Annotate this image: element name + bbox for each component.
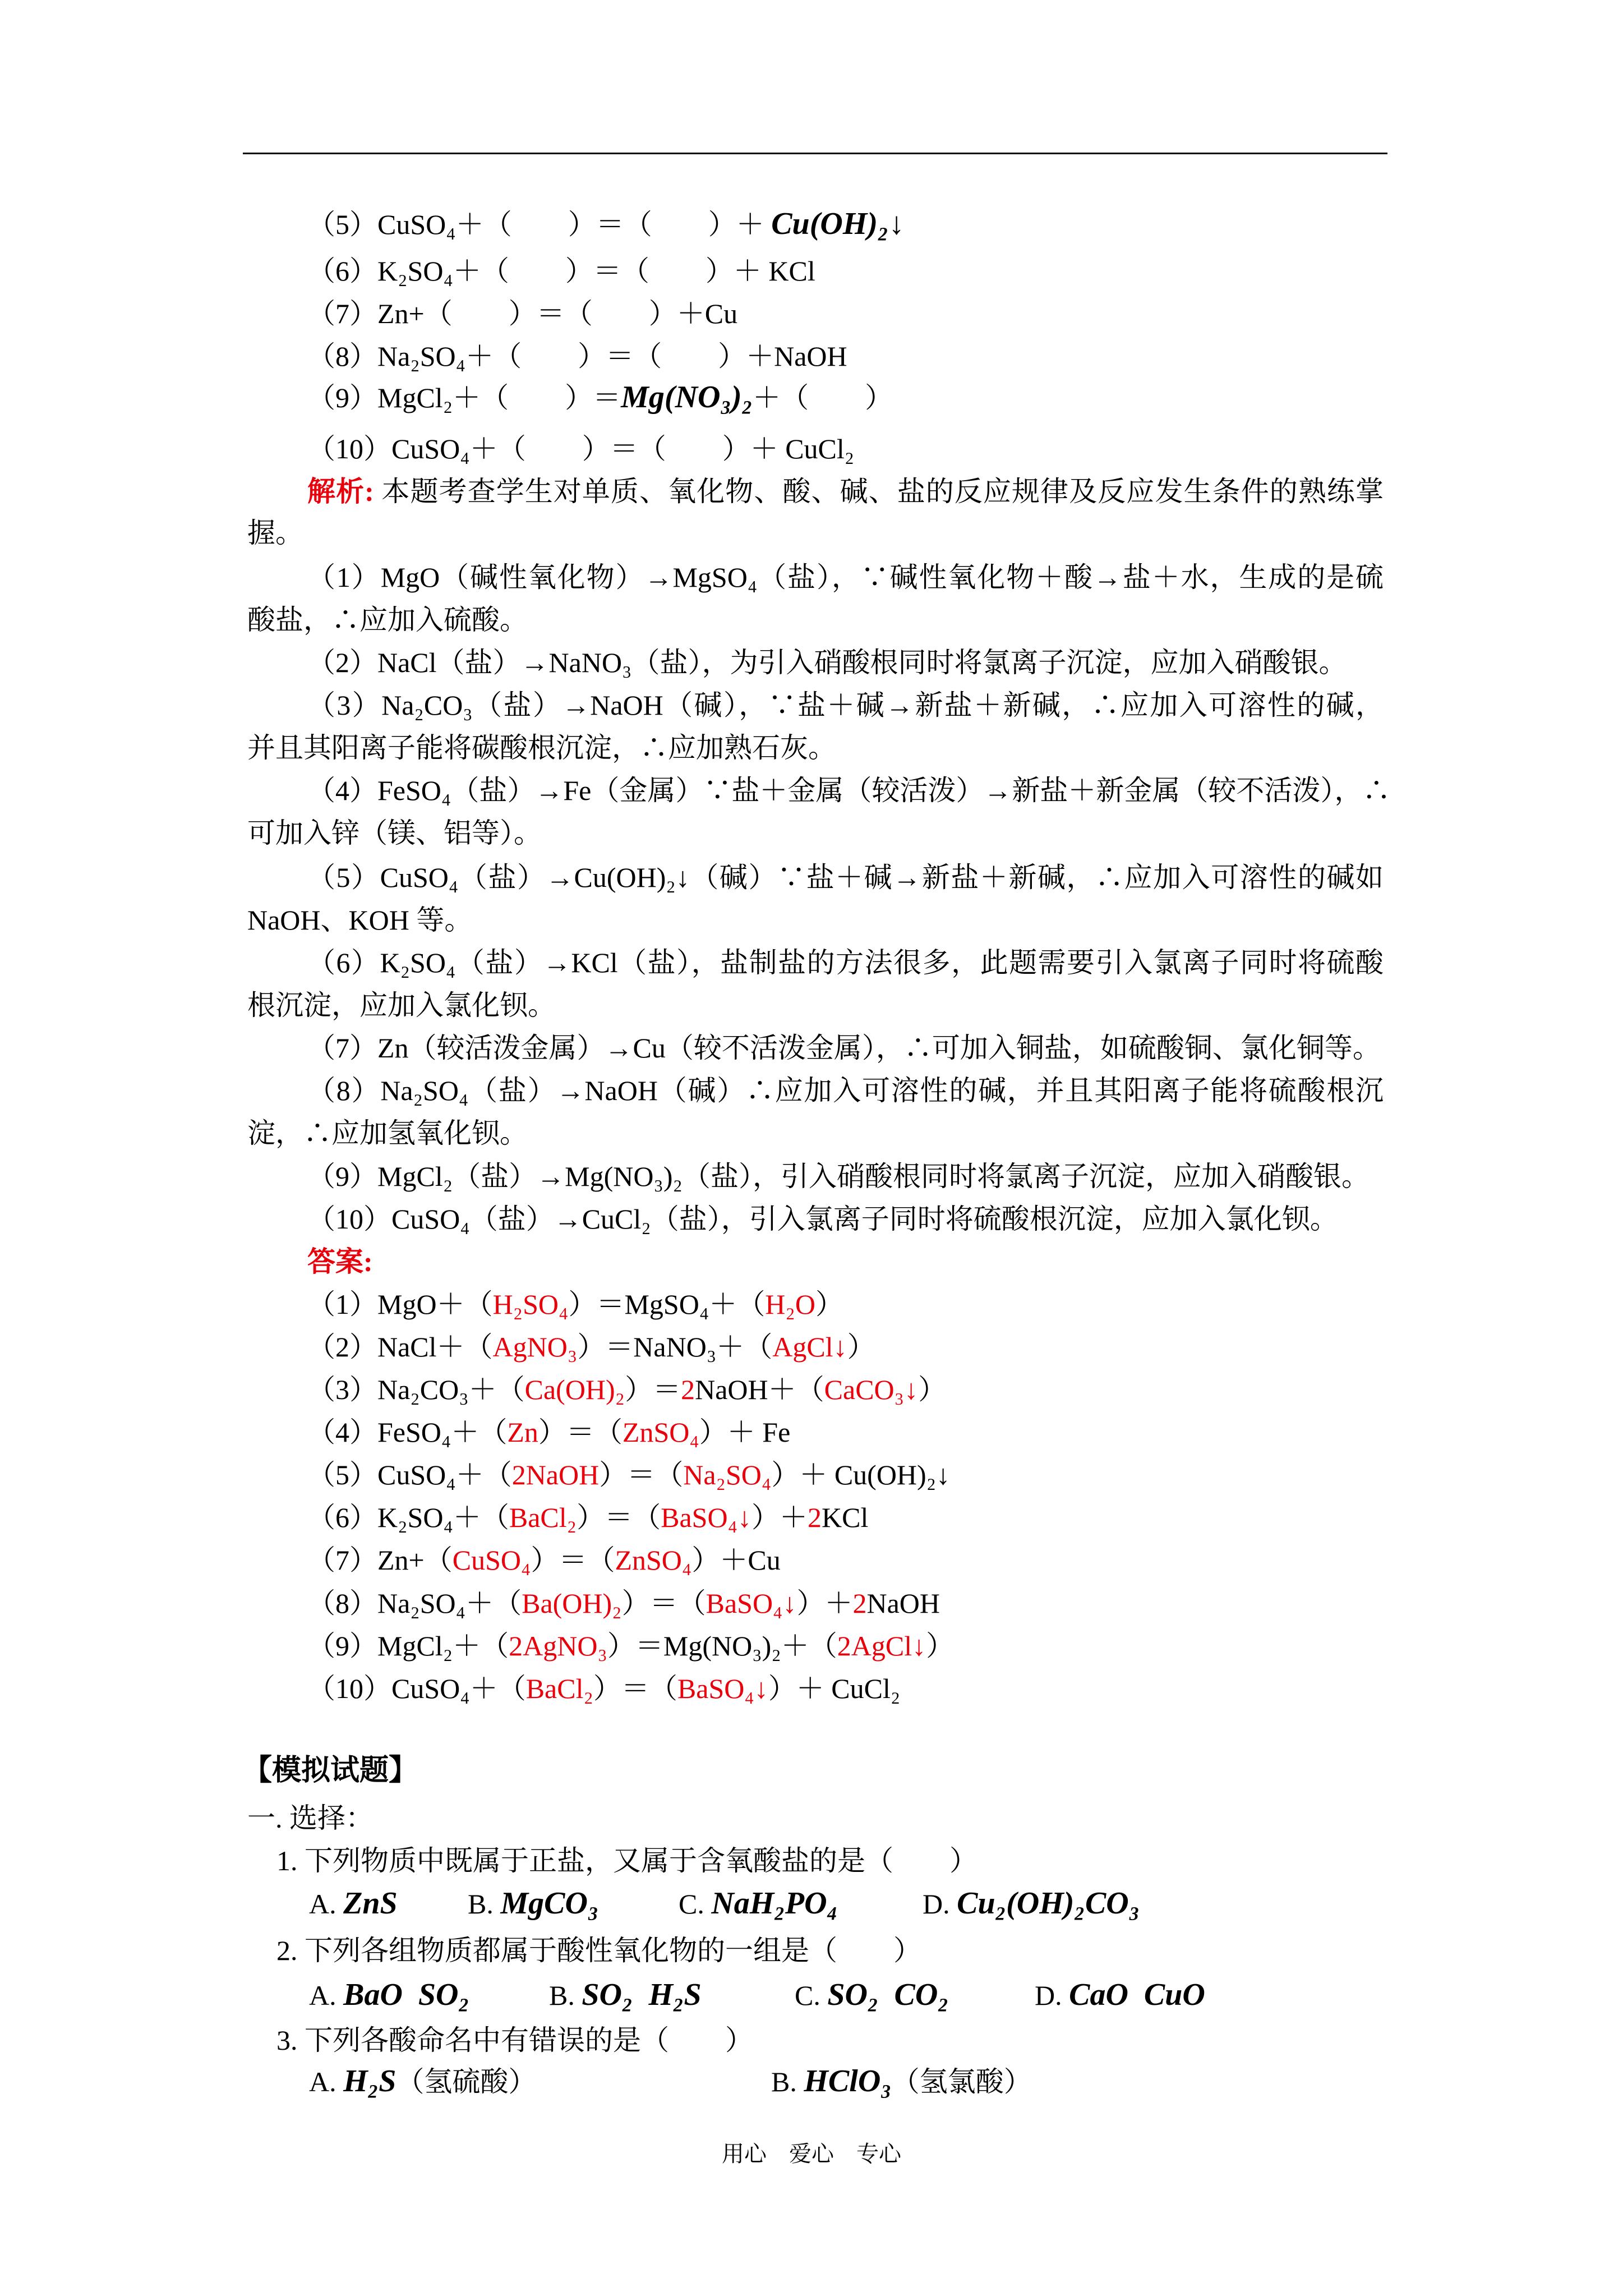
answer-text: ）＋ CuCl₂ (768, 1673, 901, 1704)
answer-text: ）＋ (796, 1588, 853, 1619)
answer-line-5 (307, 1453, 950, 1496)
answers-label: 答案: (307, 1246, 373, 1277)
answer-coefficient: 2 (852, 1588, 867, 1619)
answer-text: ）＋ Cu(OH)₂↓ (771, 1459, 951, 1490)
answer-text: ）＝（ (621, 1588, 706, 1619)
answer-fill: CuSO₄ (452, 1544, 531, 1576)
option-a (309, 1973, 469, 2017)
answer-text: ）＋Cu (691, 1544, 781, 1576)
answer-fill: BaCl₂ (525, 1673, 593, 1704)
analysis-item-4: （4）FeSO₄（盐）→Fe（金属）∵盐＋金属（较活泼）→新盐＋新金属（较不活泼），∴ (307, 775, 1391, 806)
option-c (795, 1973, 949, 2017)
exercise-q9-tail: ＋（ ） (753, 382, 893, 413)
analysis-item-1-cont: 酸盐，∴应加入硫酸。 (247, 604, 528, 636)
option-letter: B. (468, 1888, 501, 1920)
option-letter: C. (795, 1980, 828, 2011)
answer-text: （1）MgO＋（ (307, 1289, 493, 1320)
option-formula: SO₂ H₂S (582, 1977, 702, 2012)
answer-fill: H₂SO₄ (492, 1289, 569, 1320)
analysis-intro-text: 本题考查学生对单质、氧化物、酸、碱、盐的反应规律及反应发生条件的熟练掌 (381, 476, 1384, 507)
answer-fill: ZnSO₄ (622, 1416, 699, 1448)
answers-label-line (307, 1240, 373, 1283)
answer-text: KCl (822, 1502, 869, 1533)
answer-text: （3）Na₂CO₃＋（ (307, 1374, 525, 1405)
section-title: 【模拟试题】 (243, 1755, 418, 1787)
answer-text: ）＝MgSO₄＋（ (568, 1289, 766, 1320)
option-formula: ZnS (343, 1886, 398, 1921)
option-a (309, 1882, 398, 1925)
option-a (309, 2060, 536, 2103)
answer-line-3 (307, 1368, 946, 1411)
answer-fill: Na₂SO₄ (683, 1459, 772, 1490)
answer-line-10 (307, 1667, 900, 1710)
option-name: （氢氯酸） (891, 2066, 1032, 2097)
answer-text: ） (918, 1374, 947, 1405)
answer-fill: BaSO₄↓ (677, 1673, 768, 1704)
answer-text: （6）K₂SO₄＋（ (307, 1502, 509, 1533)
question-2-options (0, 1973, 1623, 2016)
question-1-options (0, 1882, 1623, 1925)
option-formula: H₂S (343, 2064, 396, 2099)
answer-text: ） (847, 1331, 875, 1363)
answer-fill: H₂O (765, 1289, 815, 1320)
analysis-intro-line (307, 470, 1384, 513)
question-3-options (0, 2060, 1623, 2102)
answer-line-1 (307, 1283, 843, 1326)
option-letter: D. (1035, 1980, 1069, 2011)
exercise-q8: （8）Na₂SO₄＋（ ）＝（ ）＋NaOH (307, 341, 847, 372)
answer-text: ） (926, 1630, 955, 1662)
analysis-item-6: （6）K₂SO₄（盐）→KCl（盐），盐制盐的方法很多，此题需要引入氯离子同时将硫酸 (307, 947, 1384, 978)
option-formula: CaO CuO (1069, 1977, 1205, 2012)
analysis-item-8: （8）Na₂SO₄（盐）→NaOH（碱）∴应加入可溶性的碱，并且其阳离子能将硫酸根沉 (307, 1075, 1384, 1106)
answer-fill: Ba(OH)₂ (522, 1588, 622, 1619)
answer-text: ）＝（ (531, 1544, 615, 1576)
exercise-q5-text: （5）CuSO₄＋（ ）＝（ ）＋ (307, 209, 772, 240)
answer-text: ） (815, 1289, 843, 1320)
option-letter: A. (309, 1888, 344, 1920)
answer-text: （4）FeSO₄＋（ (307, 1416, 508, 1448)
option-b (549, 1973, 702, 2017)
question-1-stem: 1. 下列物质中既属于正盐，又属于含氧酸盐的是（ ） (276, 1845, 978, 1876)
page-footer: 用心 爱心 专心 (722, 2141, 901, 2166)
answer-line-7 (307, 1539, 781, 1581)
answer-text: ）＝ (625, 1374, 681, 1405)
analysis-item-1: （1）MgO（碱性氧化物）→MgSO₄（盐），∵碱性氧化物＋酸→盐＋水，生成的是硫 (307, 562, 1384, 593)
exercise-q5-formula: Cu(OH)₂ (771, 206, 889, 241)
answer-fill: Ca(OH)₂ (524, 1374, 625, 1405)
option-d (1035, 1973, 1205, 2017)
analysis-item-5: （5）CuSO₄（盐）→Cu(OH)₂↓（碱）∵盐＋碱→新盐＋新碱，∴应加入可溶性的碱如 (307, 862, 1384, 893)
header-rule (243, 153, 1387, 154)
option-formula: HClO₃ (804, 2064, 892, 2099)
answer-line-9 (307, 1625, 954, 1667)
answer-fill: BaCl₂ (509, 1502, 577, 1533)
exercise-q5 (307, 203, 905, 245)
option-d (923, 1882, 1140, 1925)
analysis-item-7: （7）Zn（较活泼金属）→Cu（较不活泼金属），∴可加入铜盐，如硫酸铜、氯化铜等。 (307, 1032, 1381, 1064)
option-b (771, 2060, 1032, 2103)
answer-text: NaOH (866, 1588, 940, 1619)
option-letter: A. (309, 1980, 344, 2011)
answer-fill: 2AgCl↓ (837, 1630, 926, 1662)
analysis-intro-cont: 握。 (247, 517, 303, 549)
analysis-label: 解析: (307, 476, 374, 507)
answer-fill: ZnSO₄ (615, 1544, 692, 1576)
option-formula: NaH₂PO₄ (711, 1886, 838, 1921)
analysis-item-2: （2）NaCl（盐）→NaNO₃（盐），为引入硝酸根同时将氯离子沉淀，应加入硝酸银。 (307, 647, 1347, 678)
question-3-stem: 3. 下列各酸命名中有错误的是（ ） (276, 2024, 753, 2056)
option-formula: Cu₂(OH)₂CO₃ (957, 1886, 1140, 1921)
analysis-item-5-cont: NaOH、KOH 等。 (247, 904, 473, 936)
answer-fill: 2NaOH (511, 1459, 600, 1490)
answer-line-4 (307, 1411, 790, 1453)
option-name: （氢硫酸） (396, 2066, 537, 2097)
analysis-item-6-cont: 根沉淀，应加入氯化钡。 (247, 990, 556, 1021)
option-b (468, 1882, 598, 1925)
exercise-q9-formula: Mg(NO₃)₂ (621, 380, 753, 415)
option-letter: B. (771, 2066, 804, 2097)
exercise-q10: （10）CuSO₄＋（ ）＝（ ）＋ CuCl₂ (307, 433, 855, 464)
option-letter: B. (549, 1980, 582, 2011)
exercise-q9 (307, 376, 893, 418)
answer-line-8 (307, 1582, 940, 1625)
answer-text: （7）Zn+（ (307, 1544, 453, 1576)
answer-text: ）＝NaNO₃＋（ (577, 1331, 773, 1363)
answer-fill: CaCO₃↓ (824, 1374, 919, 1405)
answer-fill: BaSO₄↓ (661, 1502, 751, 1533)
answer-text: ）＝（ (577, 1502, 661, 1533)
answer-line-2 (307, 1326, 875, 1368)
answer-text: （9）MgCl₂＋（ (307, 1630, 509, 1662)
answer-fill: 2AgNO₃ (509, 1630, 607, 1662)
analysis-item-3: （3）Na₂CO₃（盐）→NaOH（碱），∵盐＋碱→新盐＋新碱，∴应加入可溶性的碱， (307, 689, 1384, 721)
question-2-stem: 2. 下列各组物质都属于酸性氧化物的一组是（ ） (276, 1935, 921, 1966)
option-formula: SO₂ CO₂ (827, 1977, 949, 2012)
exercise-q7: （7）Zn+（ ）＝（ ）＋Cu (307, 298, 738, 329)
answer-fill: AgNO₃ (492, 1331, 578, 1363)
precipitate-arrow-icon: ↓ (888, 206, 905, 241)
answer-text: ）＋ (751, 1502, 808, 1533)
analysis-item-3-cont: 并且其阳离子能将碳酸根沉淀，∴应加熟石灰。 (247, 732, 836, 763)
option-letter: C. (679, 1888, 712, 1920)
answer-text: ）＋ Fe (699, 1416, 791, 1448)
option-c (679, 1882, 838, 1925)
answer-text: ）＝（ (538, 1416, 623, 1448)
option-letter: D. (923, 1888, 957, 1920)
answer-fill: Zn (507, 1416, 538, 1448)
option-formula: MgCO₃ (500, 1886, 599, 1921)
exercise-q9-text: （9）MgCl₂＋（ ）＝ (307, 382, 621, 413)
answer-fill: BaSO₄↓ (706, 1588, 797, 1619)
section-heading: 一. 选择： (247, 1802, 374, 1834)
exercise-q6: （6）K₂SO₄＋（ ）＝（ ）＋ KCl (307, 255, 815, 287)
analysis-item-8-cont: 淀，∴应加氢氧化钡。 (247, 1117, 528, 1149)
analysis-item-9: （9）MgCl₂（盐）→Mg(NO₃)₂（盐），引入硝酸根同时将氯离子沉淀，应加入硝酸银。 (307, 1161, 1370, 1192)
answer-text: （5）CuSO₄＋（ (307, 1459, 512, 1490)
option-formula: BaO SO₂ (343, 1977, 470, 2012)
answer-text: ）＝（ (599, 1459, 684, 1490)
analysis-item-4-cont: 可加入锌（镁、铝等）。 (247, 817, 542, 849)
analysis-item-10: （10）CuSO₄（盐）→CuCl₂（盐），引入氯离子同时将硫酸根沉淀，应加入氯化钡。 (307, 1203, 1338, 1235)
answer-text: （8）Na₂SO₄＋（ (307, 1588, 522, 1619)
answer-text: ）＝（ (593, 1673, 677, 1704)
answer-coefficient: 2 (808, 1502, 822, 1533)
answer-text: （2）NaCl＋（ (307, 1331, 493, 1363)
answer-text: ）＝Mg(NO₃)₂＋（ (607, 1630, 837, 1662)
answer-line-6 (307, 1496, 868, 1539)
answer-coefficient: 2 (681, 1374, 695, 1405)
answer-text: （10）CuSO₄＋（ (307, 1673, 526, 1704)
answer-text: NaOH＋（ (695, 1374, 824, 1405)
option-letter: A. (309, 2066, 344, 2097)
answer-fill: AgCl↓ (772, 1331, 847, 1363)
